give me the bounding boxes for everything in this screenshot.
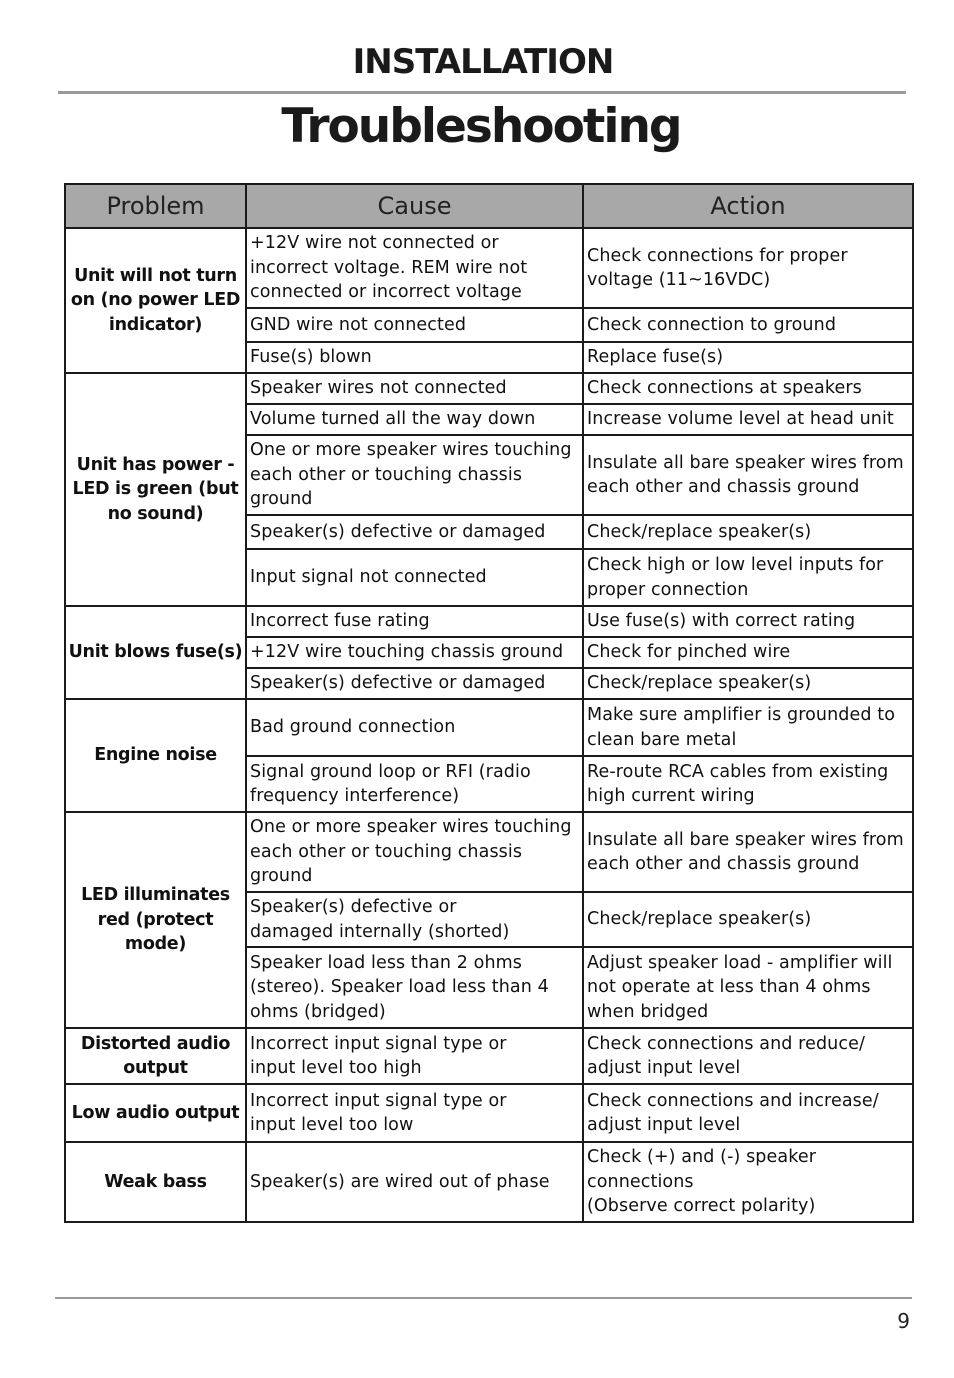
cause-cell: Incorrect input signal type or input level too low — [246, 1084, 583, 1142]
page-number: 9 — [897, 1309, 910, 1333]
action-cell: Check (+) and (-) speaker connections (Observe correct polarity) — [583, 1142, 913, 1222]
problem-cell: LED illuminates red (protect mode) — [65, 812, 246, 1028]
page-title: Troubleshooting — [281, 99, 681, 154]
top-divider — [58, 91, 906, 94]
action-cell: Replace fuse(s) — [583, 342, 913, 373]
action-cell: Check/replace speaker(s) — [583, 515, 913, 549]
cause-cell: Speaker(s) defective or damaged internally (shorted) — [246, 892, 583, 947]
action-cell: Check connection to ground — [583, 308, 913, 342]
problem-cell: Unit has power - LED is green (but no sound) — [65, 373, 246, 606]
action-cell: Check for pinched wire — [583, 637, 913, 668]
action-cell: Insulate all bare speaker wires from each other and chassis ground — [583, 435, 913, 515]
problem-cell: Unit will not turn on (no power LED indicator) — [65, 228, 246, 373]
table-header-row — [65, 184, 913, 228]
problem-cell: Engine noise — [65, 699, 246, 812]
cause-cell: Incorrect input signal type or input level too high — [246, 1028, 583, 1084]
table-row — [65, 373, 913, 404]
action-cell: Make sure amplifier is grounded to clean bare metal — [583, 699, 913, 756]
problem-cell: Weak bass — [65, 1142, 246, 1222]
action-cell: Increase volume level at head unit — [583, 404, 913, 435]
header-problem: Problem — [65, 184, 246, 228]
problem-cell: Distorted audio output — [65, 1028, 246, 1084]
table-row — [65, 228, 913, 308]
header-action: Action — [583, 184, 913, 228]
header-cause: Cause — [246, 184, 583, 228]
table-row — [65, 699, 913, 756]
table-row — [65, 1084, 913, 1142]
action-cell: Check connections at speakers — [583, 373, 913, 404]
cause-cell: Fuse(s) blown — [246, 342, 583, 373]
cause-cell: Input signal not connected — [246, 549, 583, 606]
action-cell: Adjust speaker load - amplifier will not operate at less than 4 ohms when bridged — [583, 947, 913, 1028]
cause-cell: Speaker wires not connected — [246, 373, 583, 404]
action-cell: Re-route RCA cables from existing high current wiring — [583, 756, 913, 812]
action-cell: Check connections and reduce/ adjust input level — [583, 1028, 913, 1084]
section-heading: INSTALLATION — [352, 42, 614, 82]
action-cell: Check connections and increase/ adjust input level — [583, 1084, 913, 1142]
troubleshooting-table — [64, 183, 914, 1223]
cause-cell: +12V wire touching chassis ground — [246, 637, 583, 668]
cause-cell: One or more speaker wires touching each other or touching chassis ground — [246, 435, 583, 515]
cause-cell: Speaker(s) defective or damaged — [246, 515, 583, 549]
cause-cell: Speaker(s) defective or damaged — [246, 668, 583, 699]
action-cell: Check connections for proper voltage (11~16VDC) — [583, 228, 913, 308]
cause-cell: Speaker load less than 2 ohms (stereo). Speaker load less than 4 ohms (bridged) — [246, 947, 583, 1028]
table-row — [65, 812, 913, 892]
bottom-divider — [55, 1297, 912, 1299]
cause-cell: +12V wire not connected or incorrect voltage. REM wire not connected or incorrect voltage — [246, 228, 583, 308]
cause-cell: Speaker(s) are wired out of phase — [246, 1142, 583, 1222]
table-row — [65, 606, 913, 637]
problem-cell: Unit blows fuse(s) — [65, 606, 246, 699]
cause-cell: GND wire not connected — [246, 308, 583, 342]
cause-cell: Volume turned all the way down — [246, 404, 583, 435]
cause-cell: One or more speaker wires touching each other or touching chassis ground — [246, 812, 583, 892]
problem-cell: Low audio output — [65, 1084, 246, 1142]
table-row — [65, 1028, 913, 1084]
action-cell: Insulate all bare speaker wires from each other and chassis ground — [583, 812, 913, 892]
action-cell: Use fuse(s) with correct rating — [583, 606, 913, 637]
cause-cell: Bad ground connection — [246, 699, 583, 756]
cause-cell: Signal ground loop or RFI (radio frequency interference) — [246, 756, 583, 812]
action-cell: Check/replace speaker(s) — [583, 892, 913, 947]
action-cell: Check/replace speaker(s) — [583, 668, 913, 699]
cause-cell: Incorrect fuse rating — [246, 606, 583, 637]
action-cell: Check high or low level inputs for proper connection — [583, 549, 913, 606]
table-row — [65, 1142, 913, 1222]
